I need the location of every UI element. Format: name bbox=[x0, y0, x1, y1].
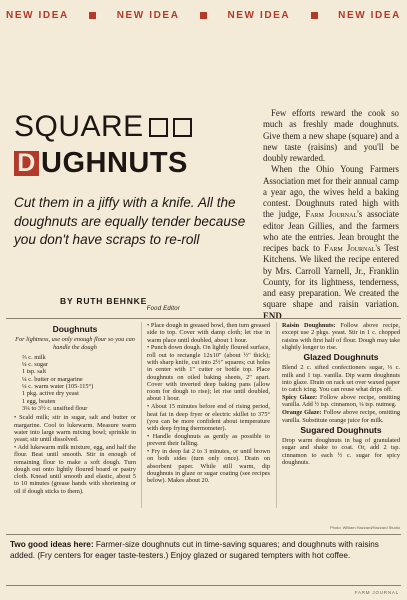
headline-line-1 bbox=[14, 112, 192, 142]
sugared-text: Drop warm doughnuts in bag of granulated sugar and shake to coat. Or, add 2 tsp. cinnamon to each ½ c. sugar for spicy doughnuts. bbox=[282, 437, 400, 467]
banner-label: NEW IDEA bbox=[227, 9, 291, 21]
author-role: Food Editor bbox=[146, 306, 180, 312]
list-item: 1 pkg. active dry yeast bbox=[22, 390, 79, 398]
orange-glaze: Orange Glaze: Follow above recipe, omitting vanilla. Substitute orange juice for milk. bbox=[282, 409, 400, 424]
publication-name: FARM JOURNAL bbox=[354, 590, 399, 595]
recipe-heading: Doughnuts bbox=[52, 324, 98, 334]
publication-mention: Farm Journal bbox=[324, 243, 376, 253]
list-item: ⅔ c. milk bbox=[22, 353, 46, 361]
sugared-heading: Sugared Doughnuts bbox=[300, 424, 382, 435]
recipe-column-2 bbox=[147, 322, 270, 485]
headline-initial: D bbox=[14, 151, 39, 176]
list-item: ¼ c. warm water (105-115°) bbox=[22, 383, 94, 391]
glazed-heading: Glazed Doughnuts bbox=[303, 352, 379, 363]
recipe-step: • Add lukewarm milk mixture, egg, and half the flour. Beat until smooth. Stir in enough of remaining flour to make a soft dough. Turn dough out onto lightly floured board or pastry cloth. Knead until smooth and elastic, about 5 to 10 minutes (grease hands with shortening or oil if dough sticks to them). bbox=[14, 443, 136, 495]
square-bullet-icon bbox=[89, 12, 96, 19]
intro-paragraph: Few efforts reward the cook so much as freshly made doughnuts. Give them a new shape (square) and a new taste (raisins) and you'll be doubly rewarded. bbox=[263, 108, 399, 163]
recipe-step: • Scald milk; stir in sugar, salt and butter or margarine. Cool to lukewarm. Measure warm water into large warm mixing bowl; sprinkle in yeast; stir until dissolved. bbox=[14, 414, 136, 444]
list-item: 3¼ to 3½ c. unsifted flour bbox=[22, 404, 88, 412]
end-mark: END bbox=[263, 310, 282, 321]
headline-line-2 bbox=[14, 148, 188, 178]
author-name: BY RUTH BEHNKE bbox=[60, 296, 148, 306]
square-outline-icon bbox=[149, 118, 168, 137]
spicy-glaze: Spicy Glaze: Follow above recipe, omitting vanilla. Add ½ tsp. cinnamon, ¼ tsp. nutmeg. bbox=[282, 394, 400, 409]
list-item: ¼ c. sugar bbox=[22, 361, 48, 369]
intro-text bbox=[263, 108, 399, 322]
photo-caption bbox=[6, 534, 401, 586]
list-item: ¼ c. butter or margarine bbox=[22, 375, 83, 383]
recipe-step: • Fry in deep fat 2 to 3 minutes, or until brown on both sides (turn only once). Drain on absorbent paper. While still warm, dip doughnuts in glaze or sugar coating (see recipes below). Makes about 20. bbox=[147, 448, 270, 485]
glazed-text: Blend 2 c. sifted confectioners sugar, ⅓ c. milk and 1 tsp. vanilla. Dip warm doughnuts into glaze. Drain on rack set over waxed paper to catch icing. You can reuse what drips off. bbox=[282, 364, 400, 394]
deck-subhead: Cut them in a jiffy with a knife. All the doughnuts are equally tender because you don't have scraps to re-roll bbox=[14, 195, 246, 247]
list-item: 1 egg, beaten bbox=[22, 397, 56, 405]
new-idea-banner bbox=[6, 8, 401, 22]
recipe-subtitle: For lightness, use only enough flour so you can handle the dough bbox=[15, 336, 135, 351]
list-item: 1 tsp. salt bbox=[22, 368, 46, 376]
recipe-step: • About 15 minutes before end of rising period, heat fat in deep fryer or electric skillet to 375° (you can be more confident about temperature with deep frying thermometer). bbox=[147, 403, 270, 433]
section-divider bbox=[6, 318, 401, 319]
headline-word-rest: UGHNUTS bbox=[41, 147, 188, 179]
intro-paragraph: When the Ohio Young Farmers Association met for their annual camp a year ago, the wives held a baking contest. Doughnuts rated high with the judge, Farm Journal's associate editor Jean Gillies, and the farmers who ate the entries. Jean brought the recipes back to Farm Journal's Test Kitchens. We liked the recipe entered by Mrs. Carroll Yarnell, Jr., Franklin County, for its lightness, tenderness, and easy preparation. We created the square shape and raisin variation. END bbox=[263, 164, 400, 321]
headline-word: SQUARE bbox=[14, 110, 144, 143]
recipe-step: • Handle doughnuts as gently as possible to prevent their falling. bbox=[147, 432, 270, 448]
caption-lead: Two good ideas here: bbox=[10, 540, 94, 549]
square-bullet-icon bbox=[311, 12, 318, 19]
square-bullet-icon bbox=[200, 12, 207, 19]
recipe-step: • Place dough in greased bowl, then turn greased side to top. Cover with damp cloth; let rise in warm place until doubled, about 1 hour. bbox=[147, 322, 270, 344]
recipe-column-1 bbox=[14, 322, 136, 496]
byline bbox=[60, 296, 180, 312]
banner-label: NEW IDEA bbox=[338, 9, 401, 21]
publication-mention: Farm Journal bbox=[305, 209, 358, 220]
photo-credit: Photo: William Hazzard/Hazzard Studio bbox=[329, 525, 400, 530]
caption-text: Farmer-size doughnuts cut in time-saving squares; and doughnuts with raisins added. (Fry centers for eager taste-testers.) Enjoy glazed or sugared tempters with hot coffee. bbox=[10, 540, 379, 560]
ingredient-list bbox=[22, 354, 136, 412]
banner-label: NEW IDEA bbox=[116, 9, 180, 21]
recipe-step: • Punch down dough. On lightly floured surface, roll out to rectangle 12x10" (about ½" thick); with sharp knife, cut into 2½" squares; cut holes in center with 1" cutter or bottle top. Place doughnuts on oiled baking sheets, 2" apart. Cover with inverted deep baking pans (allow room for dough to rise); let rise until doubled, about 1 hour. bbox=[147, 344, 270, 403]
raisin-variation: Raisin Doughnuts: Follow above recipe, except use 2 pkgs. yeast. Stir in 1 c. chopped raisins with first half of flour. Dough may take slightly longer to rise. bbox=[282, 322, 401, 351]
column-rule bbox=[141, 322, 142, 508]
banner-label: NEW IDEA bbox=[6, 9, 69, 21]
recipe-column-3 bbox=[282, 322, 400, 467]
column-rule bbox=[276, 322, 277, 508]
square-outline-icon bbox=[173, 118, 192, 137]
